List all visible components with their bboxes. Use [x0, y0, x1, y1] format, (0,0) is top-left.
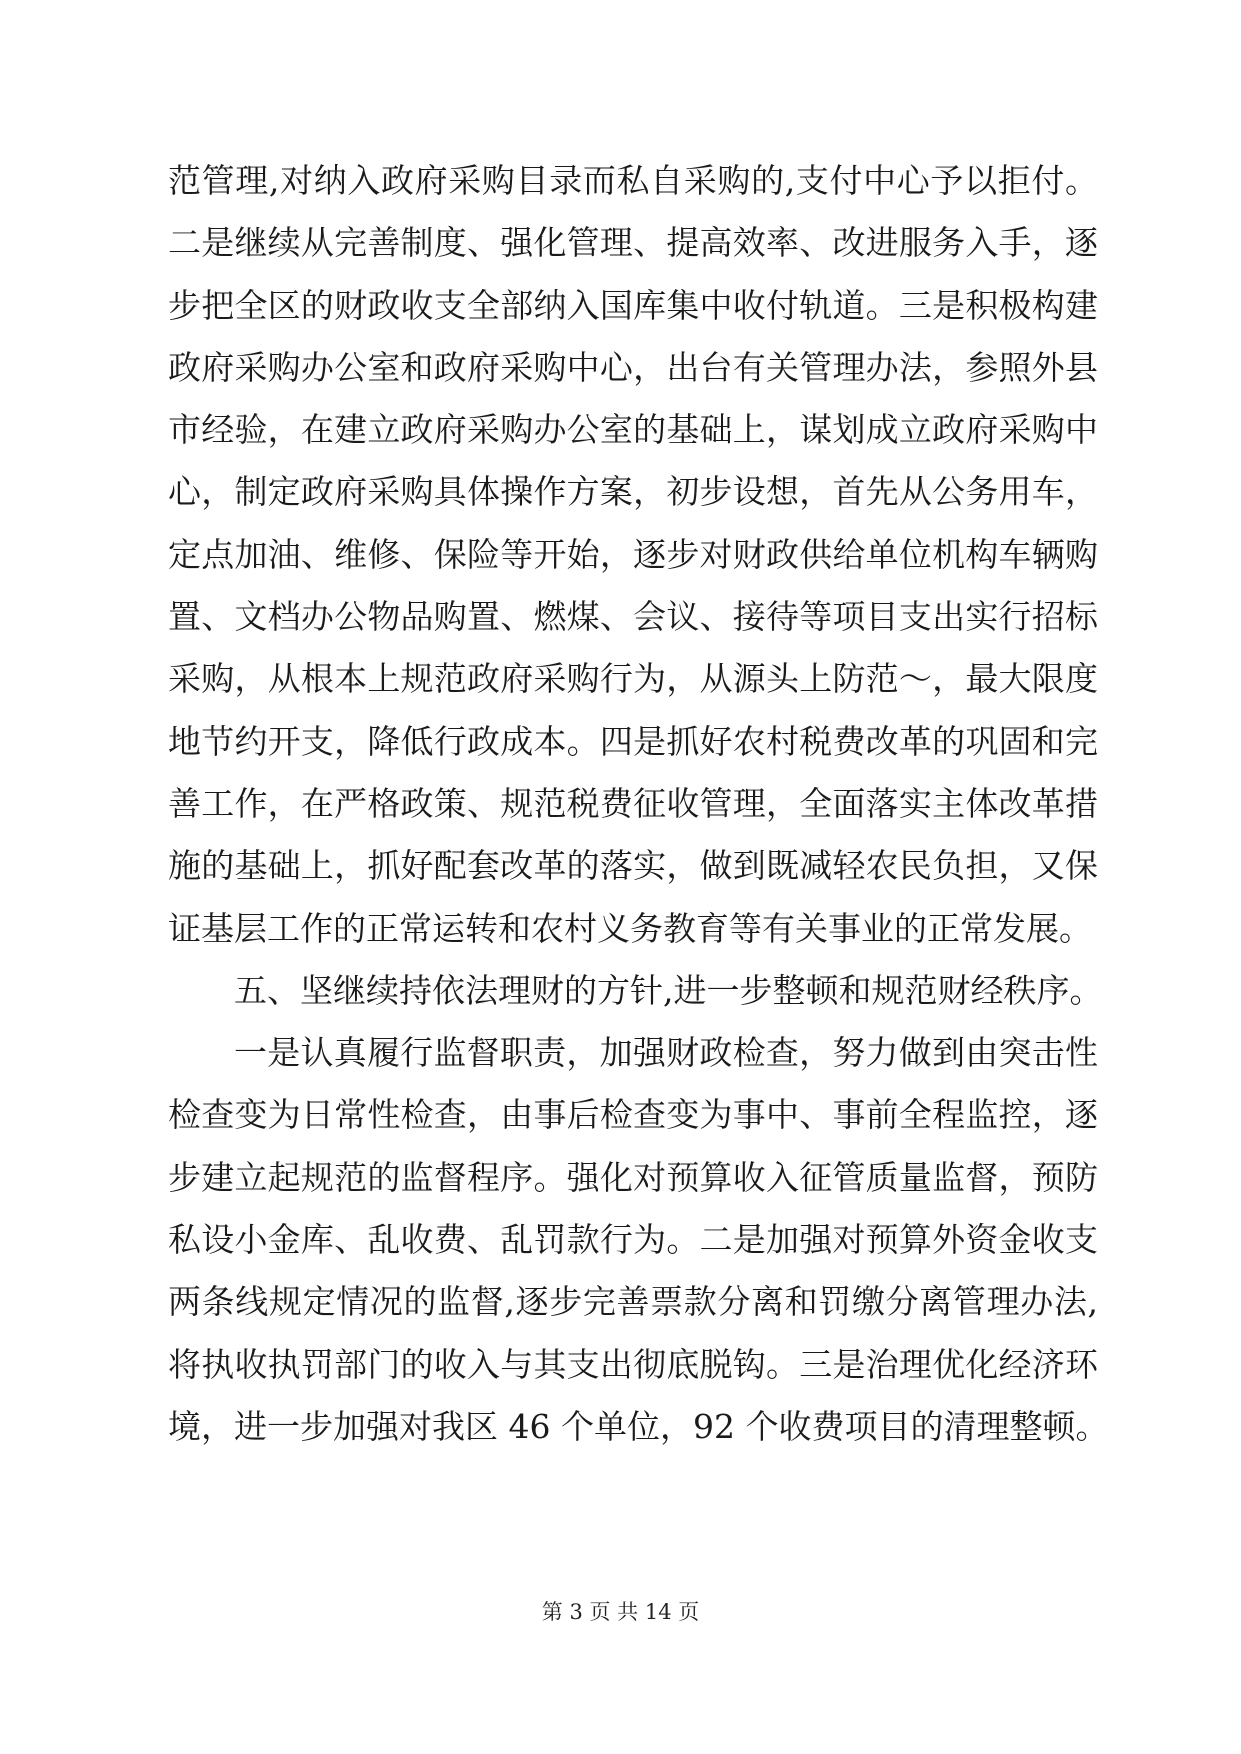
- page-number: 第 3 页 共 14 页: [541, 1600, 700, 1624]
- text-line: 善工作，在严格政策、规范税费征收管理，全面落实主体改革措: [168, 783, 1098, 823]
- text-line: 心，制定政府采购具体操作方案，初步设想，首先从公务用车，: [168, 472, 1098, 512]
- text-line: 置、文档办公物品购置、燃煤、会议、接待等项目支出实行招标: [168, 597, 1098, 637]
- text-line: 地节约开支，降低行政成本。四是抓好农村税费改革的巩固和完: [168, 721, 1098, 761]
- text-line: 政府采购办公室和政府采购中心，出台有关管理办法，参照外县: [168, 347, 1098, 387]
- text-line: 私设小金库、乱收费、乱罚款行为。二是加强对预算外资金收支: [168, 1220, 1098, 1260]
- text-line: 范管理,对纳入政府采购目录而私自采购的,支付中心予以拒付。: [168, 161, 1098, 200]
- text-line: 将执收执罚部门的收入与其支出彻底脱钩。三是治理优化经济环: [168, 1344, 1098, 1384]
- text-line: 一是认真履行监督职责，加强财政检查，努力做到由突击性: [234, 1033, 1098, 1073]
- text-line: 步把全区的财政收支全部纳入国库集中收付轨道。三是积极构建: [168, 285, 1098, 325]
- document-body: [168, 150, 1109, 1458]
- text-line: 施的基础上，抓好配套改革的落实，做到既减轻农民负担，又保: [168, 846, 1098, 886]
- text-line: 步建立起规范的监督程序。强化对预算收入征管质量监督，预防: [168, 1157, 1098, 1197]
- section-heading: 五、坚继续持依法理财的方针,进一步整顿和规范财经秩序。: [234, 970, 1103, 1010]
- text-line: 定点加油、维修、保险等开始，逐步对财政供给单位机构车辆购: [168, 534, 1098, 574]
- text-line: 检查变为日常性检查，由事后检查变为事中、事前全程监控，逐: [168, 1095, 1098, 1135]
- text-line: 证基层工作的正常运转和农村义务教育等有关事业的正常发展。: [168, 908, 1092, 948]
- text-line: 采购，从根本上规范政府采购行为，从源头上防范～，最大限度: [168, 659, 1098, 699]
- text-line: 二是继续从完善制度、强化管理、提高效率、改进服务入手，逐: [168, 223, 1098, 263]
- text-line: 境，进一步加强对我区 46 个单位，92 个收费项目的清理整顿。: [168, 1406, 1109, 1446]
- text-line: 两条线规定情况的监督,逐步完善票款分离和罚缴分离管理办法,: [168, 1282, 1098, 1322]
- text-line: 市经验，在建立政府采购办公室的基础上，谋划成立政府采购中: [168, 410, 1098, 450]
